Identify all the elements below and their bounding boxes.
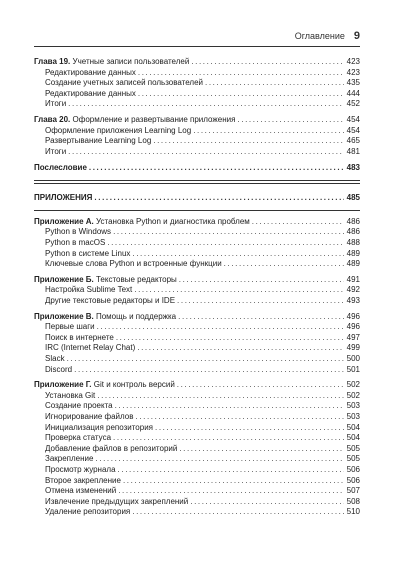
leader-dots — [113, 227, 344, 238]
appendix-title: Git и контроль версий — [93, 380, 175, 390]
leader-dots — [153, 136, 344, 147]
leader-dots — [95, 454, 344, 465]
appendix-title: Текстовые редакторы — [95, 274, 177, 284]
toc-item[interactable] — [34, 249, 360, 260]
section-divider — [34, 210, 360, 211]
leader-dots — [89, 162, 344, 174]
toc-item[interactable] — [34, 476, 360, 487]
toc-item[interactable] — [34, 454, 360, 465]
leader-dots — [132, 249, 344, 260]
item-title: IRC (Internet Relay Chat) — [45, 343, 136, 353]
page-ref: 483 — [346, 163, 360, 173]
item-title: Первые шаги — [45, 322, 95, 332]
leader-dots — [205, 78, 344, 89]
toc-item[interactable] — [34, 486, 360, 497]
running-header — [34, 30, 360, 47]
toc-item[interactable] — [34, 322, 360, 333]
leader-dots — [252, 217, 344, 228]
page-ref: 505 — [346, 443, 360, 453]
item-title: Slack — [45, 353, 65, 363]
page-ref: 497 — [346, 332, 360, 342]
appendix-prefix: Приложение В. — [34, 311, 94, 321]
page-ref: 501 — [346, 364, 360, 374]
page-ref: 488 — [346, 238, 360, 248]
item-title: Игнорирование файлов — [45, 411, 134, 421]
page-ref: 502 — [346, 390, 360, 400]
toc-item[interactable] — [34, 391, 360, 402]
toc-afterword[interactable] — [34, 162, 360, 174]
toc-item[interactable] — [34, 126, 360, 137]
leader-dots — [224, 259, 344, 270]
appendix-prefix: Приложение Б. — [34, 274, 94, 284]
page-ref: 496 — [346, 311, 360, 321]
item-title: Итоги — [45, 146, 67, 156]
toc-item[interactable] — [34, 343, 360, 354]
item-title: Проверка статуса — [45, 433, 112, 443]
item-title: Создание проекта — [45, 401, 113, 411]
toc-item[interactable] — [34, 259, 360, 270]
chapter-title: Учетные записи пользователей — [72, 57, 190, 66]
leader-dots — [135, 412, 344, 423]
item-title: Развертывание Learning Log — [45, 136, 152, 146]
page-ref: 506 — [346, 475, 360, 485]
item-title: Другие текстовые редакторы и IDE — [45, 296, 176, 305]
toc-item[interactable] — [34, 365, 360, 376]
item-title: Извлечение предыдущих закреплений — [45, 496, 189, 506]
toc-chapter-20[interactable] — [34, 115, 360, 126]
toc-item[interactable] — [34, 401, 360, 412]
item-title: Настройка Sublime Text — [45, 285, 133, 295]
appendix-title: Установка Python и диагностика проблем — [95, 216, 250, 226]
header-page-number: 9 — [353, 30, 360, 42]
appendices-title: ПРИЛОЖЕНИЯ — [34, 192, 93, 202]
toc-item[interactable] — [34, 497, 360, 508]
page-ref: 506 — [346, 464, 360, 474]
page-ref: 481 — [346, 146, 360, 156]
page-ref: 444 — [346, 88, 360, 98]
leader-dots — [67, 354, 344, 365]
item-title: Просмотр журнала — [45, 464, 116, 474]
item-title: Второе закрепление — [45, 475, 121, 485]
page-ref: 452 — [346, 99, 360, 109]
toc-item[interactable] — [34, 412, 360, 423]
toc-item[interactable] — [34, 465, 360, 476]
leader-dots — [68, 147, 344, 158]
page-ref: 496 — [346, 322, 360, 332]
leader-dots — [118, 465, 344, 476]
leader-dots — [97, 322, 344, 333]
leader-dots — [116, 333, 344, 344]
item-title: Закрепление — [45, 454, 94, 464]
item-title: Оформление приложения Learning Log — [45, 125, 192, 135]
page-ref: 435 — [346, 78, 360, 88]
toc-item[interactable] — [34, 333, 360, 344]
afterword-title: Послесловие — [34, 163, 87, 173]
leader-dots — [68, 99, 344, 110]
toc-appendix-a[interactable] — [34, 217, 360, 228]
toc-item[interactable] — [34, 444, 360, 455]
section-divider — [34, 180, 360, 184]
page-ref: 485 — [346, 192, 360, 202]
leader-dots — [74, 365, 344, 376]
page-ref: 510 — [346, 507, 360, 517]
page-ref: 508 — [346, 496, 360, 506]
appendix-title: Помощь и поддержка — [95, 311, 177, 321]
leader-dots — [155, 423, 344, 434]
toc-item[interactable] — [34, 68, 360, 79]
leader-dots — [177, 380, 344, 391]
chapter-prefix: Глава 19. — [34, 57, 71, 66]
item-title: Инициализация репозитория — [45, 422, 153, 432]
page-ref: 491 — [346, 274, 360, 284]
page-ref: 493 — [346, 296, 360, 305]
leader-dots — [138, 89, 344, 100]
page-ref: 503 — [346, 411, 360, 421]
page-ref: 507 — [346, 486, 360, 496]
item-title: Discord — [45, 364, 73, 374]
leader-dots — [138, 68, 344, 79]
item-title: Создание учетных записей пользователей — [45, 78, 204, 88]
page-ref: 423 — [346, 67, 360, 77]
toc-appendices[interactable] — [34, 192, 360, 204]
appendix-prefix: Приложение А. — [34, 216, 94, 226]
toc-item[interactable] — [34, 238, 360, 249]
leader-dots — [94, 192, 344, 204]
chapter-title: Оформление и развертывание приложения — [72, 114, 236, 124]
toc-item[interactable] — [34, 354, 360, 365]
leader-dots — [177, 296, 344, 307]
toc-item[interactable] — [34, 285, 360, 296]
toc-item[interactable] — [34, 99, 360, 110]
item-title: Редактирование данных — [45, 67, 136, 77]
leader-dots — [132, 507, 344, 518]
leader-dots — [179, 444, 344, 455]
page-ref: 504 — [346, 433, 360, 443]
item-title: Итоги — [45, 99, 67, 109]
toc-appendix-b[interactable] — [34, 275, 360, 286]
leader-dots — [191, 57, 344, 68]
leader-dots — [178, 312, 344, 323]
toc-item[interactable] — [34, 136, 360, 147]
item-title: Добавление файлов в репозиторий — [45, 443, 178, 453]
leader-dots — [190, 497, 344, 508]
item-title: Удаление репозитория — [45, 507, 131, 517]
page-ref: 454 — [346, 125, 360, 135]
chapter-prefix: Глава 20. — [34, 114, 71, 124]
item-title: Редактирование данных — [45, 88, 136, 98]
page-ref: 503 — [346, 401, 360, 411]
leader-dots — [179, 275, 344, 286]
item-title: Ключевые слова Python и встроенные функции — [45, 259, 222, 269]
leader-dots — [107, 238, 344, 249]
appendix-prefix: Приложение Г. — [34, 380, 92, 390]
toc-item[interactable] — [34, 423, 360, 434]
leader-dots — [134, 285, 344, 296]
toc-item[interactable] — [34, 89, 360, 100]
leader-dots — [113, 433, 344, 444]
leader-dots — [115, 401, 344, 412]
toc-appendix-v[interactable] — [34, 312, 360, 323]
item-title: Поиск в интернете — [45, 332, 114, 342]
leader-dots — [123, 476, 344, 487]
toc-chapter-19[interactable] — [34, 57, 360, 68]
toc-item[interactable] — [34, 227, 360, 238]
item-title: Отмена изменений — [45, 486, 117, 496]
leader-dots — [237, 115, 344, 126]
toc-appendix-g[interactable] — [34, 380, 360, 391]
toc-item[interactable] — [34, 507, 360, 518]
item-title: Python в macOS — [45, 238, 106, 248]
item-title: Python в системе Linux — [45, 248, 131, 258]
toc-item[interactable] — [34, 147, 360, 158]
page-ref: 489 — [346, 248, 360, 258]
leader-dots — [137, 343, 344, 354]
leader-dots — [193, 126, 344, 137]
page-ref: 465 — [346, 136, 360, 146]
page-ref: 492 — [346, 285, 360, 295]
page-ref: 486 — [346, 216, 360, 226]
toc-item[interactable] — [34, 433, 360, 444]
page-ref: 499 — [346, 343, 360, 353]
page-ref: 502 — [346, 380, 360, 390]
page-ref: 489 — [346, 259, 360, 269]
item-title: Установка Git — [45, 390, 96, 400]
leader-dots — [97, 391, 344, 402]
page-ref: 423 — [346, 57, 360, 66]
page-ref: 504 — [346, 422, 360, 432]
toc-item[interactable] — [34, 296, 360, 307]
leader-dots — [118, 486, 344, 497]
header-title: Оглавление — [294, 31, 345, 41]
page-ref: 500 — [346, 353, 360, 363]
item-title: Python в Windows — [45, 227, 112, 237]
toc-item[interactable] — [34, 78, 360, 89]
page-ref: 486 — [346, 227, 360, 237]
page-ref: 505 — [346, 454, 360, 464]
toc-page — [34, 30, 360, 518]
page-ref: 454 — [346, 114, 360, 124]
